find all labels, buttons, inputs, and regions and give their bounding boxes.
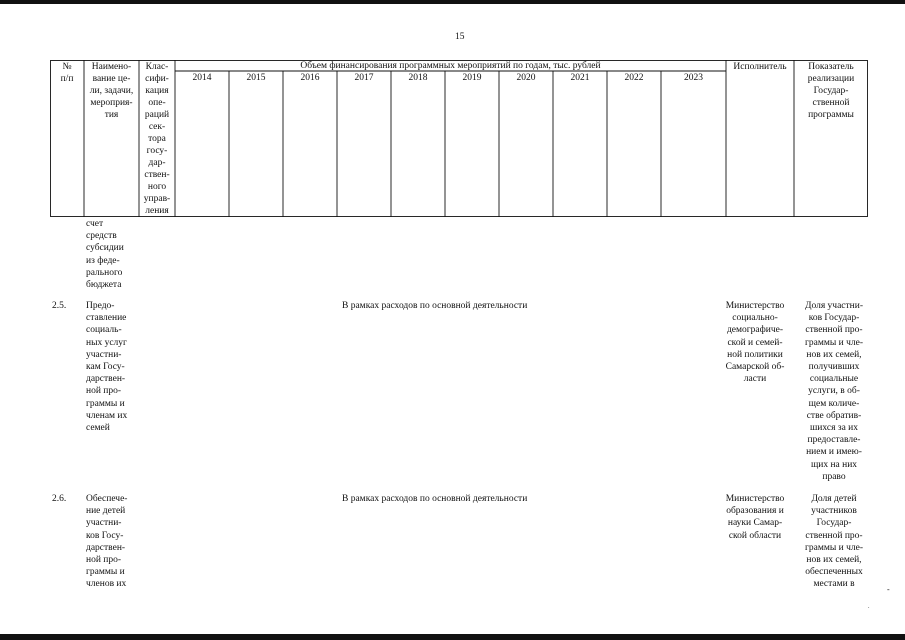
row-2-5-executor: Министерство социально- демографиче- ской и семей- ной политики Самарской об- ласти [725, 301, 785, 385]
row-2-5-name: Предо- ставление социаль- ных услуг участни- кам Госу- дарствен- ной про- граммы и членам их семей [86, 301, 128, 434]
year-2020: 2020 [516, 73, 536, 83]
row-2-6-executor: Министерство образования и науки Самар- ской области [725, 494, 785, 541]
header-executor: Исполнитель [733, 62, 787, 72]
year-2023: 2023 [684, 73, 703, 83]
year-2017: 2017 [354, 73, 374, 83]
header-name: Наимено- вание це- ли, задачи, мероприя- тия [89, 62, 134, 120]
bottom-border-bar [0, 634, 905, 640]
page-number: 15 [455, 32, 465, 42]
header-classification: Клас- сифи- кация опе- раций сек- тора госу- дар- ствен- ного управ- ления [143, 62, 171, 216]
year-2021: 2021 [570, 73, 590, 83]
year-2022: 2022 [624, 73, 644, 83]
row-2-6-indicator: Доля детей участников Государ- ственной про- граммы и чле- нов их семей, обеспеченных местами в [804, 494, 863, 590]
header-funding: Объем финансирования программных мероприятий по годам, тыс. рублей [300, 61, 601, 71]
top-border-bar [0, 0, 905, 4]
stray-dot: . [868, 604, 870, 610]
row-2-5-funding: В рамках расходов по основной деятельности [342, 301, 528, 311]
row-2-6-name: Обеспече- ние детей участни- ков Госу- дарствен- ной про- граммы и членов их [86, 494, 128, 590]
table-header [50, 60, 868, 216]
row-2-5-indicator: Доля участни- ков Государ- ственной про- граммы и чле- нов их семей, получивших социальные услуги, в об- щем количе- стве обратив- шихся за их предоставле- нием и имею- щих на них право [804, 301, 864, 482]
stray-mark: ‐ [887, 585, 890, 594]
year-2014: 2014 [192, 73, 212, 83]
year-2019: 2019 [462, 73, 482, 83]
row-2-5-number: 2.5. [52, 301, 67, 311]
year-2015: 2015 [246, 73, 266, 83]
header-indicator: Показатель реализации Государ- ственной программы [807, 62, 855, 120]
year-2018: 2018 [408, 73, 428, 83]
header-number: № п/п [60, 62, 74, 84]
row-2-6-number: 2.6. [52, 494, 67, 504]
continuation-text: счет средств субсидии из феде- рального бюджета [86, 219, 124, 291]
row-2-6-funding: В рамках расходов по основной деятельности [342, 494, 528, 504]
year-2016: 2016 [300, 73, 320, 83]
